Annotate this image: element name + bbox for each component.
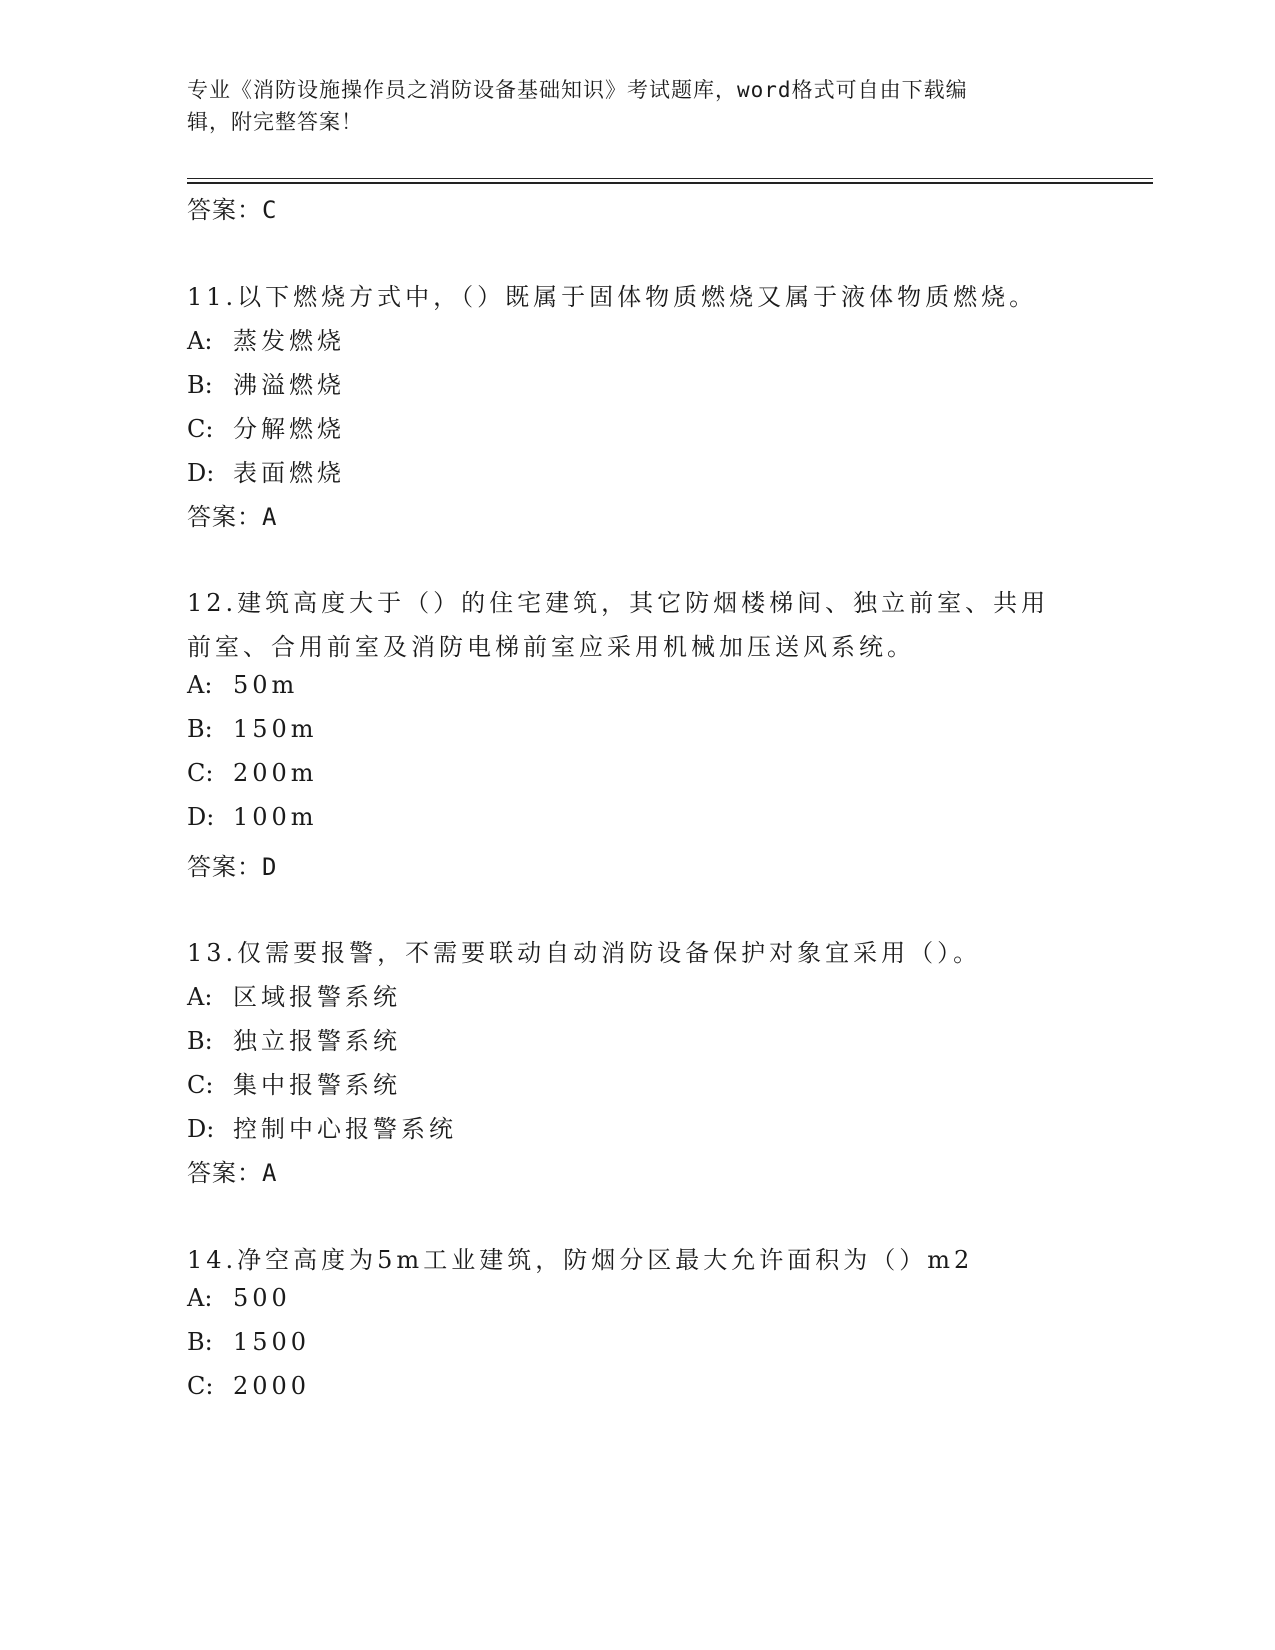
document-header xyxy=(187,74,1067,138)
question-12-answer: 答案：D xyxy=(187,853,278,881)
header-line-2: 辑，附完整答案！ xyxy=(187,110,363,134)
header-rule-thin xyxy=(187,178,1153,179)
question-11-option-d: D: 表面燃烧 xyxy=(187,459,345,487)
question-13-stem: 13.仅需要报警，不需要联动自动消防设备保护对象宜采用（）。 xyxy=(187,939,982,967)
question-12-option-d: D: 100m xyxy=(187,803,318,831)
question-12-option-c: C: 200m xyxy=(187,759,318,787)
question-13-option-b: B: 独立报警系统 xyxy=(187,1027,401,1055)
question-13-answer: 答案：A xyxy=(187,1159,278,1187)
question-13-option-a: A: 区域报警系统 xyxy=(187,983,401,1011)
question-11-option-a: A: 蒸发燃烧 xyxy=(187,327,345,355)
header-line-1: 专业《消防设施操作员之消防设备基础知识》考试题库，word格式可自由下载编 xyxy=(187,78,968,102)
previous-answer: 答案：C xyxy=(187,196,278,224)
question-12-stem-line-1: 12.建筑高度大于（）的住宅建筑，其它防烟楼梯间、独立前室、共用 xyxy=(187,589,1050,617)
question-14-option-a: A: 500 xyxy=(187,1284,291,1312)
question-14-option-b: B: 1500 xyxy=(187,1328,311,1356)
question-12-option-b: B: 150m xyxy=(187,715,318,743)
question-11-stem: 11.以下燃烧方式中，（）既属于固体物质燃烧又属于液体物质燃烧。 xyxy=(187,283,1038,311)
question-14-stem: 14.净空高度为5m工业建筑，防烟分区最大允许面积为（）m2 xyxy=(187,1246,974,1274)
question-13-option-d: D: 控制中心报警系统 xyxy=(187,1115,457,1143)
question-11-option-c: C: 分解燃烧 xyxy=(187,415,345,443)
question-12-stem-line-2: 前室、合用前室及消防电梯前室应采用机械加压送风系统。 xyxy=(187,633,915,661)
question-11-answer: 答案：A xyxy=(187,503,278,531)
question-14-option-c: C: 2000 xyxy=(187,1372,311,1400)
header-rule-thick xyxy=(187,182,1153,184)
question-13-option-c: C: 集中报警系统 xyxy=(187,1071,401,1099)
question-11-option-b: B: 沸溢燃烧 xyxy=(187,371,345,399)
question-12-option-a: A: 50m xyxy=(187,671,299,699)
